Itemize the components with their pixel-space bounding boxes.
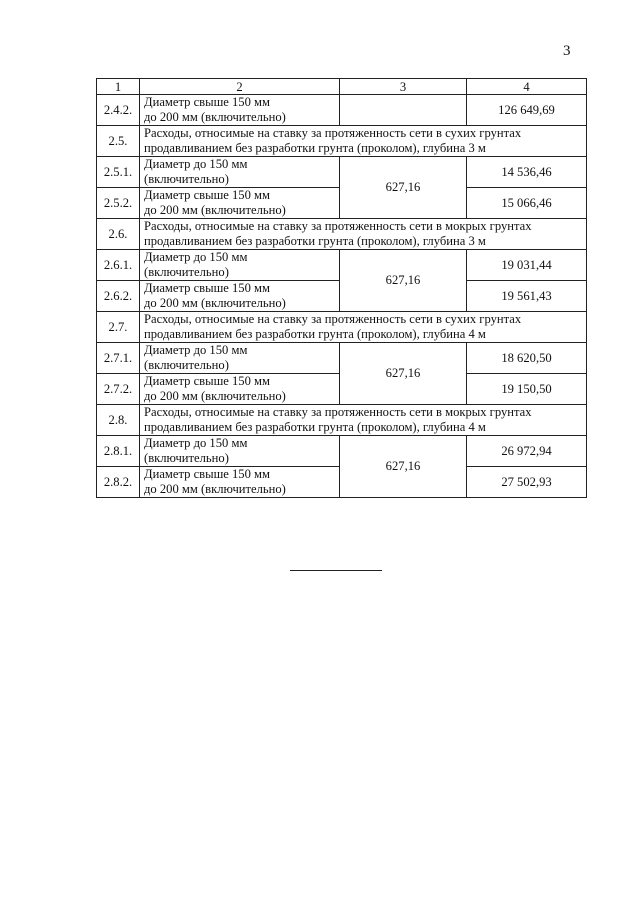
row-number: 2.8.2. (97, 467, 140, 498)
row-number: 2.7.2. (97, 374, 140, 405)
header-cell: 3 (340, 79, 467, 95)
row-description (140, 343, 340, 374)
row-number: 2.7. (97, 312, 140, 343)
description-line: (включительно) (144, 358, 229, 372)
table-row (97, 250, 587, 281)
row-description (140, 281, 340, 312)
description-line: Диаметр до 150 мм (144, 343, 248, 357)
description-line: продавливанием без разработки грунта (проколом), глубина 4 м (144, 420, 486, 434)
description-line: Расходы, относимые на ставку за протяженность сети в мокрых грунтах (144, 405, 532, 419)
header-cell: 2 (140, 79, 340, 95)
description-line: продавливанием без разработки грунта (проколом), глубина 4 м (144, 327, 486, 341)
row-number: 2.5.1. (97, 157, 140, 188)
table-row (97, 95, 587, 126)
header-cell: 1 (97, 79, 140, 95)
row-description (140, 95, 340, 126)
description-line: Диаметр до 150 мм (144, 250, 248, 264)
description-line: Диаметр свыше 150 мм (144, 374, 270, 388)
row-number: 2.5.2. (97, 188, 140, 219)
row-number: 2.6.1. (97, 250, 140, 281)
table-row (97, 343, 587, 374)
section-description (140, 405, 587, 436)
description-line: Диаметр до 150 мм (144, 436, 248, 450)
section-row (97, 405, 587, 436)
value-cell: 19 031,44 (467, 250, 587, 281)
value-cell: 19 561,43 (467, 281, 587, 312)
description-line: Диаметр свыше 150 мм (144, 281, 270, 295)
row-number: 2.8.1. (97, 436, 140, 467)
description-line: (включительно) (144, 451, 229, 465)
description-line: продавливанием без разработки грунта (проколом), глубина 3 м (144, 234, 486, 248)
row-number: 2.4.2. (97, 95, 140, 126)
value-cell: 15 066,46 (467, 188, 587, 219)
description-line: до 200 мм (включительно) (144, 296, 286, 310)
description-line: Расходы, относимые на ставку за протяженность сети в сухих грунтах (144, 126, 522, 140)
description-line: Диаметр свыше 150 мм (144, 95, 270, 109)
rate-cell: 627,16 (340, 343, 467, 405)
section-description (140, 312, 587, 343)
description-line: продавливанием без разработки грунта (проколом), глубина 3 м (144, 141, 486, 155)
description-line: Расходы, относимые на ставку за протяженность сети в сухих грунтах (144, 312, 522, 326)
rate-cell: 627,16 (340, 250, 467, 312)
value-cell: 14 536,46 (467, 157, 587, 188)
row-description (140, 250, 340, 281)
description-line: (включительно) (144, 265, 229, 279)
page-number: 3 (563, 43, 571, 59)
row-number: 2.5. (97, 126, 140, 157)
section-description (140, 219, 587, 250)
description-line: Диаметр до 150 мм (144, 157, 248, 171)
table-header-row (97, 79, 587, 95)
row-description (140, 374, 340, 405)
row-number: 2.7.1. (97, 343, 140, 374)
value-cell: 126 649,69 (467, 95, 587, 126)
description-line: до 200 мм (включительно) (144, 389, 286, 403)
value-cell: 19 150,50 (467, 374, 587, 405)
table-row (97, 436, 587, 467)
row-description (140, 467, 340, 498)
value-cell: 26 972,94 (467, 436, 587, 467)
value-cell: 27 502,93 (467, 467, 587, 498)
row-description (140, 157, 340, 188)
row-description (140, 436, 340, 467)
rate-cell: 627,16 (340, 436, 467, 498)
end-of-document-line (290, 570, 382, 571)
description-line: (включительно) (144, 172, 229, 186)
description-line: Диаметр свыше 150 мм (144, 467, 270, 481)
description-line: до 200 мм (включительно) (144, 110, 286, 124)
rate-cell (340, 95, 467, 126)
value-cell: 18 620,50 (467, 343, 587, 374)
section-row (97, 126, 587, 157)
description-line: до 200 мм (включительно) (144, 203, 286, 217)
rate-cell: 627,16 (340, 157, 467, 219)
description-line: Диаметр свыше 150 мм (144, 188, 270, 202)
section-description (140, 126, 587, 157)
table-row (97, 157, 587, 188)
section-row (97, 312, 587, 343)
row-number: 2.6.2. (97, 281, 140, 312)
tariff-table (96, 78, 587, 498)
section-row (97, 219, 587, 250)
row-number: 2.6. (97, 219, 140, 250)
row-number: 2.8. (97, 405, 140, 436)
header-cell: 4 (467, 79, 587, 95)
description-line: Расходы, относимые на ставку за протяженность сети в мокрых грунтах (144, 219, 532, 233)
description-line: до 200 мм (включительно) (144, 482, 286, 496)
row-description (140, 188, 340, 219)
